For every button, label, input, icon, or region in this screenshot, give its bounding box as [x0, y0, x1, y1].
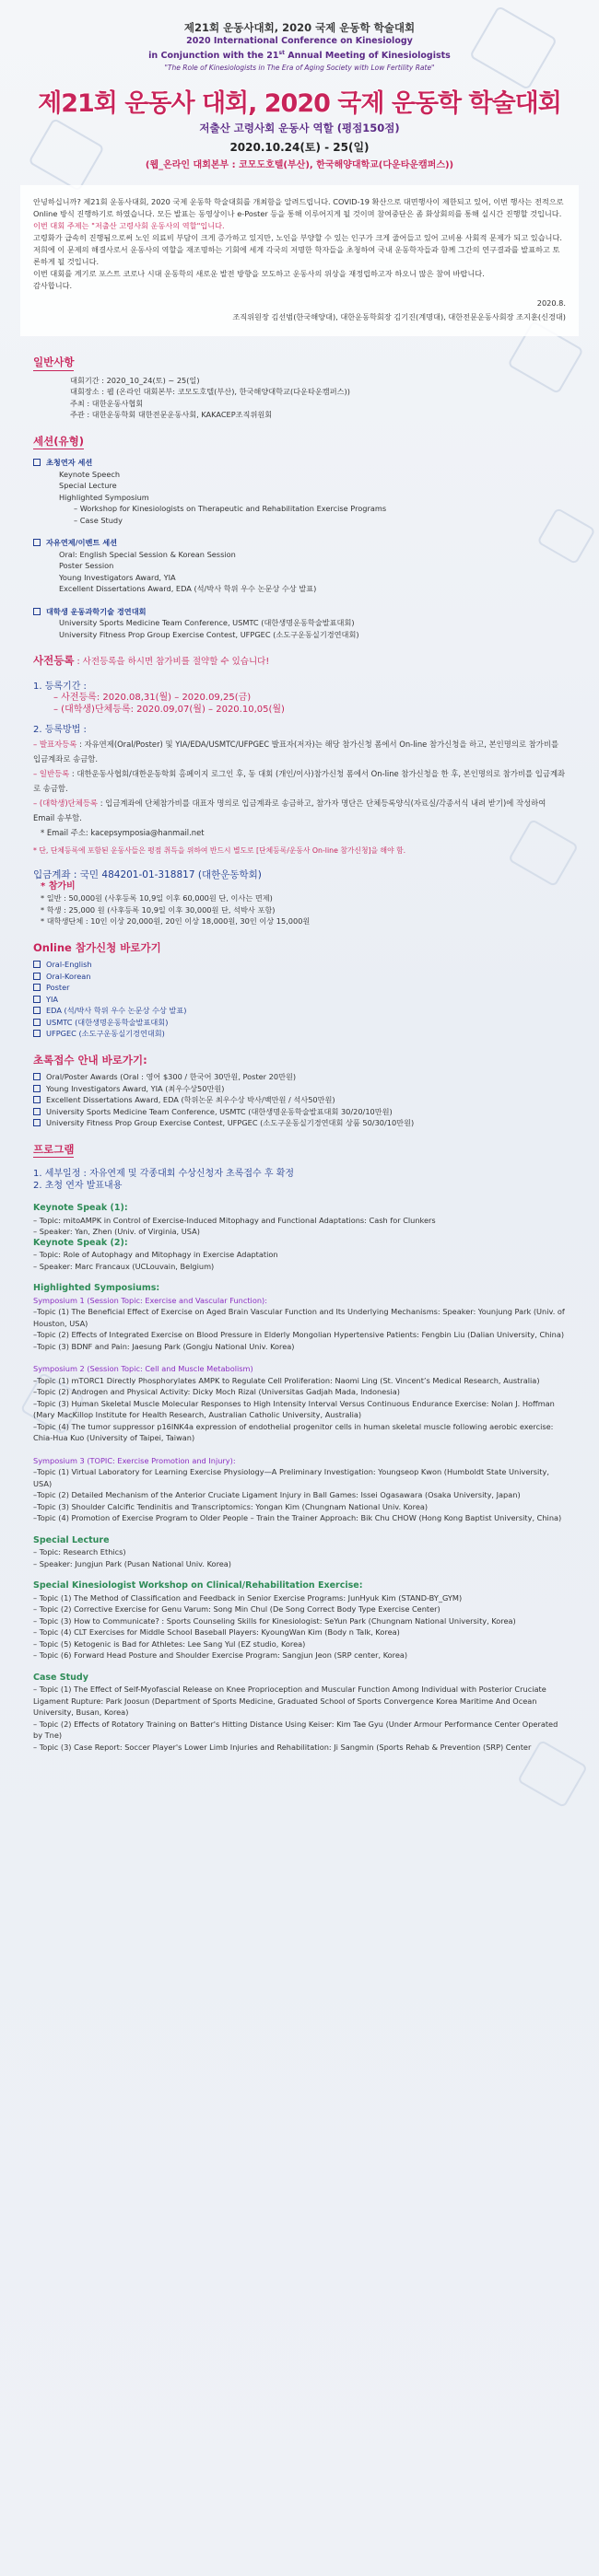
session-group-head: 대학생 운동과학기술 경연대회 [33, 606, 566, 618]
header-title-en [0, 35, 599, 62]
session-group-lines [33, 549, 566, 595]
session-subline: – Workshop for Kinesiologists on Therapeutic and Rehabilitation Exercise Programs [74, 504, 387, 514]
header-title-en-line1: 2020 International Conference on Kinesiology [186, 36, 413, 46]
checkbox-icon [33, 1030, 41, 1037]
fee-list [33, 892, 566, 927]
abstract-link[interactable]: Young Investigators Award, YIA (최우수상50만원) [33, 1083, 566, 1095]
checkbox-icon [33, 1108, 41, 1115]
header-subtitle: 저출산 고령사회 운동사 역할 (평점150점) [199, 122, 400, 135]
online-link-yia[interactable]: YIA [33, 994, 566, 1006]
session-group-lines [33, 617, 566, 640]
session-group [33, 537, 566, 595]
fee-item: * 학생 : 25,000 원 (사후등록 10,9일 이후 30,000원 단, 석박사 포함) [41, 904, 276, 915]
registration-method-1: – 발표자등록 : 자유연제(Oral/Poster) 및 YIA/EDA/USMTC/UFPGEC 발표자(저자)는 해당 참가신청 폼에서 On-line 참가신청을 하고, 본인명의로 참가비를 입금계좌로 송금함. [33, 739, 559, 763]
session-subline: – Case Study [74, 515, 123, 525]
online-link-ufpgec[interactable]: UFPGEC (소도구운동실기경연대회) [33, 1028, 566, 1040]
online-title: Online 참가신청 바로가기 [33, 940, 161, 954]
special-lecture-title: Special Lecture [33, 1534, 110, 1545]
workshop-line: – Topic (5) Ketogenic is Bad for Athletes: Lee Sang Yul (EZ studio, Korea) [33, 1638, 306, 1649]
session-line: University Fitness Prop Group Exercise Contest, UFPGEC (소도구운동실기경연대회) [59, 629, 359, 639]
special-lecture-line: – Topic: Research Ethics) [33, 1547, 126, 1557]
workshop-line: – Topic (2) Corrective Exercise for Genu Varum: Song Min Chul (De Song Correct Body Type Exercise Center) [33, 1604, 440, 1614]
keynote-1-line: – Speaker: Yan, Zhen (Univ. of Virginia, USA) [33, 1227, 200, 1237]
general-info-list [33, 375, 566, 421]
program-intro-2: 2. 초청 연자 발표내용 [33, 1180, 123, 1191]
workshop-title: Special Kinesiologist Workshop on Clinical/Rehabilitation Exercise: [33, 1580, 363, 1591]
checkbox-icon [33, 1007, 41, 1014]
symposium-2-line: –Topic (2) Androgen and Physical Activity: Dicky Moch Rizal (Universitas Gadjah Mada, Indonesia) [33, 1387, 400, 1397]
registration-method-3: – (대학생)단체등록 : 입금계좌에 단체참가비를 대표자 명의로 입금계좌로 송금하고, 참가자 명단은 단체등록양식(자료실/각종서식 내려 받기)에 작성하여 Email 송부함. [33, 798, 546, 822]
keynote-2-title: Keynote Speak (2): [33, 1237, 128, 1248]
fee-item: * 일반 : 50,000원 (사후등록 10,9일 이후 60,000원 단, 이사는 면제) [41, 893, 273, 903]
online-link-oral-english[interactable]: Oral-English [33, 959, 566, 971]
symposium-3-title: Symposium 3 (TOPIC: Exercise Promotion and Injury): [33, 1455, 236, 1465]
case-study-title: Case Study [33, 1672, 88, 1683]
checkbox-icon [33, 961, 41, 968]
keynote-1-title: Keynote Speak (1): [33, 1203, 128, 1214]
keynote-2-line: – Topic: Role of Autophagy and Mitophagy in Exercise Adaptation [33, 1250, 278, 1260]
registration-section [20, 655, 579, 927]
case-study-line: – Topic (3) Case Report: Soccer Player's Lower Limb Injuries and Rehabilitation: Ji Sangmin (Sports Rehab & Prevention (SRP) Center [33, 1742, 532, 1752]
registration-note: * 단, 단체등록에 포함된 운동사들은 평점 취득을 위하여 반드시 별도로 [단체등록/운동사 On-line 참가신청]을 해야 함. [33, 845, 406, 855]
general-info-item: 대회장소 : 웹 (온라인 대회본부: 코모도호텔(부산), 한국해양대학교(다운타운캠퍼스)) [70, 387, 350, 397]
abstract-link[interactable]: University Fitness Prop Group Exercise Contest, UFPGEC (소도구운동실기경연대회 상품 50/30/10만원) [33, 1117, 566, 1129]
abstract-link[interactable]: University Sports Medicine Team Conference, USMTC (대한생명운동학술발표대회 30/20/10만원) [33, 1106, 566, 1118]
header-date: 2020.10.24(토) - 25(일) [229, 141, 370, 155]
symposium-3-line: –Topic (4) Promotion of Exercise Program to Older People – Train the Trainer Approach: Bik Chu CHOW (Hong Kong Baptist University, China) [33, 1513, 562, 1523]
header-slogan: "The Role of Kinesiologists in The Era of Aging Society with Low Fertility Rate" [164, 64, 435, 73]
abstract-link[interactable]: Excellent Dissertations Award, EDA (학위논문 최우수상 박사/백만원 / 석사50만원) [33, 1094, 566, 1106]
session-group-head: 초청연자 세션 [33, 457, 566, 469]
special-lecture-line: – Speaker: Jungjun Park (Pusan National Univ. Korea) [33, 1558, 232, 1568]
checkbox-icon [33, 1085, 41, 1092]
symposium-3-line: –Topic (2) Detailed Mechanism of the Anterior Cruciate Ligament Injury in Ball Games: Issei Ogasawara (Osaka University, Japan) [33, 1490, 521, 1500]
registration-method-2: – 일반등록 : 대한운동사협회/대한운동학회 홈페이지 로그인 후, 동 대회 (개인/이사)참가신청 폼에서 On-line 참가신청을 한 후, 본인명의로 참가비를 입금계좌로 송금함. [33, 768, 566, 793]
abstract-section [20, 1055, 579, 1129]
account-title: 입금계좌 : 국민 484201-01-318817 (대한운동학회) [33, 869, 262, 881]
header-title-en-line2 [0, 47, 599, 62]
header [0, 0, 599, 170]
keynote-2-line: – Speaker: Marc Francaux (UCLouvain, Belgium) [33, 1261, 215, 1271]
checkbox-icon [33, 996, 41, 1003]
session-line: Poster Session [59, 561, 114, 571]
workshop-line: – Topic (6) Forward Head Posture and Shoulder Exercise Program: Sangjun Jeon (SRP center, Korea) [33, 1650, 408, 1661]
online-list [33, 959, 566, 1040]
symposium-2-line: –Topic (4) The tumor suppressor p16INK4a expression of endothelial progenitor cells in human skeletal muscle following aerobic exercise: Chia-Hua Kuo (University of Taipei, Taiwan) [33, 1421, 554, 1443]
greeting-date: 2020.8. [536, 298, 566, 309]
checkbox-icon [33, 608, 41, 615]
session-line: Keynote Speech [59, 469, 121, 479]
workshop-line: – Topic (4) CLT Exercises for Middle School Baseball Players: KyoungWan Kim (Body n Talk, Korea) [33, 1627, 400, 1638]
general-info-item: 주최 : 대한운동사협회 [70, 398, 144, 408]
workshop-line: – Topic (3) How to Communicate? : Sports Counseling Skills for Kinesiologist: SeYun Park (Chungnam National University, Korea) [33, 1615, 516, 1626]
registration-title: 사전등록 [33, 654, 75, 668]
highlighted-symposiums-title: Highlighted Symposiums: [33, 1283, 160, 1294]
online-link-poster[interactable]: Poster [33, 982, 566, 994]
online-link-usmtc[interactable]: USMTC (대한생명운동학술발표대회) [33, 1017, 566, 1029]
general-info-item: 주관 : 대한운동학회 대한전문운동사회, KAKACEP조직위원회 [70, 410, 273, 420]
case-study-line: – Topic (2) Effects of Rotatory Training on Batter's Hitting Distance Using Keiser: Kim Tae Gyu (Under Armour Performance Center Operated by Tne) [33, 1719, 558, 1741]
abstract-link[interactable]: Oral/Poster Awards (Oral : 영어 $300 / 한국어 30만원, Poster 20만원) [33, 1071, 566, 1083]
case-study-line: – Topic (1) The Effect of Self-Myofascial Release on Knee Proprioception and Muscular Function Among Individual with Posterior Cruciate Ligament Rupture: Park Joosun (Department of Sports Medicine, Graduated School of Sports Convergence Korea Maritime And Ocean University, Busan, Korea) [33, 1684, 546, 1718]
session-line: Special Lecture [59, 481, 117, 491]
program-intro-1: 1. 세부일정 : 자유연제 및 각종대회 수상신청자 초록접수 후 확정 [33, 1169, 295, 1180]
registration-method-title: 2. 등록방법 : [33, 725, 87, 736]
session-group-head: 자유연제/이벤트 세션 [33, 537, 566, 549]
checkbox-icon [33, 459, 41, 466]
greeting-signature: 조직위원장 김선범(한국해양대), 대한운동학회장 김기진(계명대), 대한전문운동사회장 조지훈(신경대) [232, 312, 566, 322]
session-line: Oral: English Special Session & Korean Session [59, 549, 236, 559]
general-info-section [20, 356, 579, 421]
checkbox-icon [33, 984, 41, 991]
program-title: 프로그램 [33, 1144, 74, 1159]
symposium-1-line: –Topic (3) BDNF and Pain: Jaesung Park (Gongju National Univ. Korea) [33, 1341, 295, 1351]
symposium-3-line: –Topic (3) Shoulder Calcific Tendinitis and Transcriptomics: Yongan Kim (Chungnam National Univ. Korea) [33, 1501, 429, 1511]
abstract-title: 초록접수 안내 바로가기: [33, 1053, 147, 1067]
checkbox-icon [33, 1119, 41, 1126]
online-link-eda[interactable]: EDA (석/박사 학위 우수 논문상 수상 발표) [33, 1005, 566, 1017]
session-group-lines [33, 469, 566, 527]
symposium-1-line: –Topic (1) The Beneficial Effect of Exercise on Aged Brain Vascular Function and Its Underlying Mechanisms: Speaker: Younjung Park (Univ. of Houston, USA) [33, 1307, 565, 1328]
greeting-section [20, 185, 579, 336]
registration-period-title: 1. 등록기간 : [33, 681, 87, 692]
greeting-thanks: 감사합니다. [33, 281, 73, 291]
checkbox-icon [33, 1096, 41, 1103]
session-line: Excellent Dissertations Award, EDA (석/박사 학위 우수 논문상 수상 발표) [59, 584, 317, 594]
checkbox-icon [33, 539, 41, 546]
header-title-en-line2b: Annual Meeting of Kinesiologists [284, 51, 451, 62]
header-big-title: 제21회 운동사 대회, 2020 국제 운동학 학술대회 [38, 89, 561, 119]
online-section [20, 942, 579, 1040]
symposium-2-title: Symposium 2 (Session Topic: Cell and Muscle Metabolism) [33, 1364, 253, 1374]
greeting-highlight: 이번 대회 주제는 "저출산 고령사회 운동사의 역할"입니다. [33, 221, 225, 231]
keynote-1-line: – Topic: mitoAMPK in Control of Exercise-Induced Mitophagy and Functional Adaptations: Cash for Clunkers [33, 1215, 436, 1225]
fee-item: * 대학생단체 : 10인 이상 20,000원, 20인 이상 18,000원, 30인 이상 15,000원 [41, 916, 311, 927]
session-line: University Sports Medicine Team Conference, USMTC (대한생명운동학술발표대회) [59, 618, 355, 628]
checkbox-icon [33, 1019, 41, 1026]
header-title-ko: 제21회 운동사대회, 2020 국제 운동학 학술대회 [183, 21, 416, 34]
symposium-3-line: –Topic (1) Virtual Laboratory for Learning Exercise Physiology—A Preliminary Investigation: Youngseop Kwon (Humboldt State University, USA) [33, 1467, 549, 1488]
sessions-title: 세션(유형) [33, 436, 84, 450]
header-title-en-line2a: in Conjunction with the 21 [148, 51, 279, 62]
registration-period-1: – 사전등록: 2020.08,31(월) – 2020.09,25(금) [53, 693, 252, 704]
symposium-2-line: –Topic (3) Human Skeletal Muscle Molecular Responses to High Intensity Interval Versus Continuous Endurance Exercise: Nolan J. Hoffman (Mary MacKillop Institute for Health Research, Australian Catholic University, Australia) [33, 1398, 555, 1420]
sessions-section [20, 436, 579, 641]
registration-heading [33, 655, 566, 672]
header-venue: (웹_온라인 대회본부 : 코모도호텔(부산), 한국해양대학교(다운타운캠퍼스)) [145, 160, 454, 171]
registration-period-2: – (대학생)단체등록: 2020.09,07(월) – 2020.10,05(월) [53, 704, 285, 715]
greeting-para3: 이번 대회를 계기로 포스트 코로나 시대 운동학의 새로운 발전 방향을 모도하고 운동사의 위상을 재정립하고자 하오니 많은 참여 바랍니다. [33, 269, 485, 279]
greeting-para2: 고령화가 급속히 진행됨으로써 노인 의료비 부담이 크게 증가하고 있지만, 노인을 부양할 수 있는 인구가 크게 줄어들고 있어 고비용 사회적 문제가 되고 있습니다. 저희에 이 문제의 해결사로서 운동사의 역할을 재조명하는 기회에 세계 각국의 저명한 학자들을 초청하여 국내 운동학자들과 함께 그간의 연구결과를 발표하고 토론하게 될 것입니다. [33, 233, 562, 267]
workshop-line: – Topic (1) The Method of Classification and Feedback in Senior Exercise Programs: JunHyuk Kim (STAND-BY_GYM) [33, 1592, 463, 1603]
symposium-1-title: Symposium 1 (Session Topic: Exercise and Vascular Function): [33, 1295, 267, 1305]
abstract-list [33, 1071, 566, 1129]
checkbox-icon [33, 1073, 41, 1080]
program-section [20, 1144, 579, 1754]
session-group [33, 606, 566, 641]
general-info-item: 대회기간 : 2020_10_24(토) ~ 25(일) [70, 375, 200, 385]
header-title-en-sup: st [278, 50, 285, 56]
registration-desc: : 사전등록을 하시면 참가비를 절약할 수 있습니다! [74, 657, 270, 668]
session-group [33, 457, 566, 526]
online-link-oral-korean[interactable]: Oral-Korean [33, 971, 566, 983]
greeting-para1: 안녕하십니까? 제21회 운동사대회, 2020 국제 운동학 학술대회를 개최함을 알려드립니다. COVID-19 확산으로 대면행사이 제한되고 있어, 이번 행사는 전적으로 Online 방식 진행하기로 하였습니다. 모든 발표는 동영상이나 e-Poster 등을 통해 이루어지게 될 것이며 참여중단은 좀 화상회의를 통해 실시간 진행할 것입니다. [33, 197, 564, 219]
session-line: Young Investigators Award, YIA [59, 572, 176, 582]
symposium-2-line: –Topic (1) mTORC1 Directly Phosphorylates AMPK to Regulate Cell Proliferation: Naomi Ling (St. Vincent’s Medical Research, Australia) [33, 1375, 540, 1385]
symposium-1-line: –Topic (2) Effects of Integrated Exercise on Blood Pressure in Elderly Mongolian Hypertensive Patients: Fengbin Liu (Dalian University, China) [33, 1330, 565, 1340]
session-line: Highlighted Symposium [59, 492, 149, 502]
fee-title: * 참가비 [41, 880, 76, 892]
checkbox-icon [33, 973, 41, 980]
general-info-title: 일반사항 [33, 356, 74, 371]
registration-email[interactable]: * Email 주소: kacepsymposia@hanmail.net [41, 827, 205, 837]
